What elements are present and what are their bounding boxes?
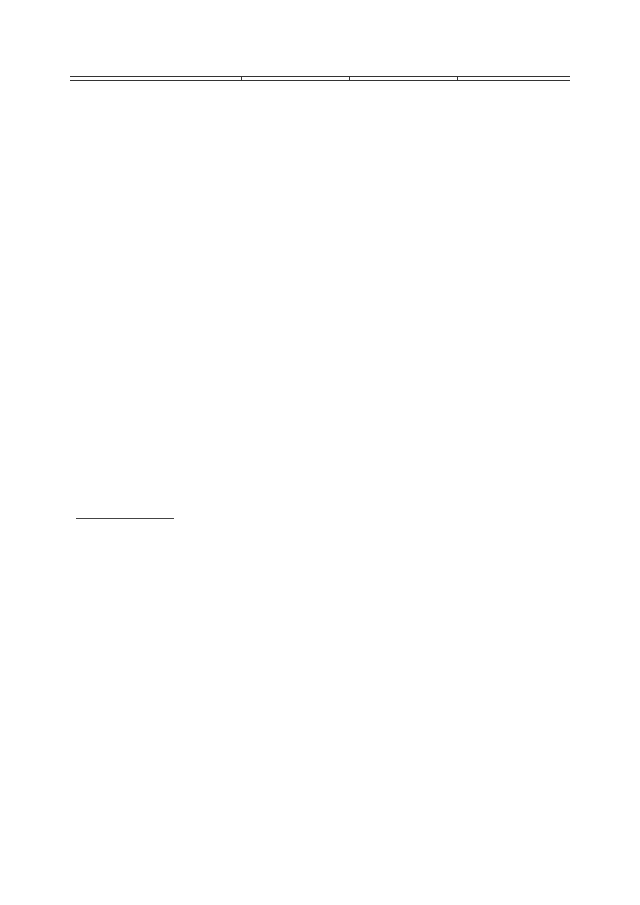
- header-period-2: [349, 77, 457, 81]
- fleet-table: [70, 76, 570, 81]
- header-period-1: [241, 77, 349, 81]
- table-header-row: [70, 77, 570, 81]
- header-nomenclature: [70, 77, 241, 81]
- footnote-divider: [76, 518, 174, 519]
- header-period-3: [457, 77, 570, 81]
